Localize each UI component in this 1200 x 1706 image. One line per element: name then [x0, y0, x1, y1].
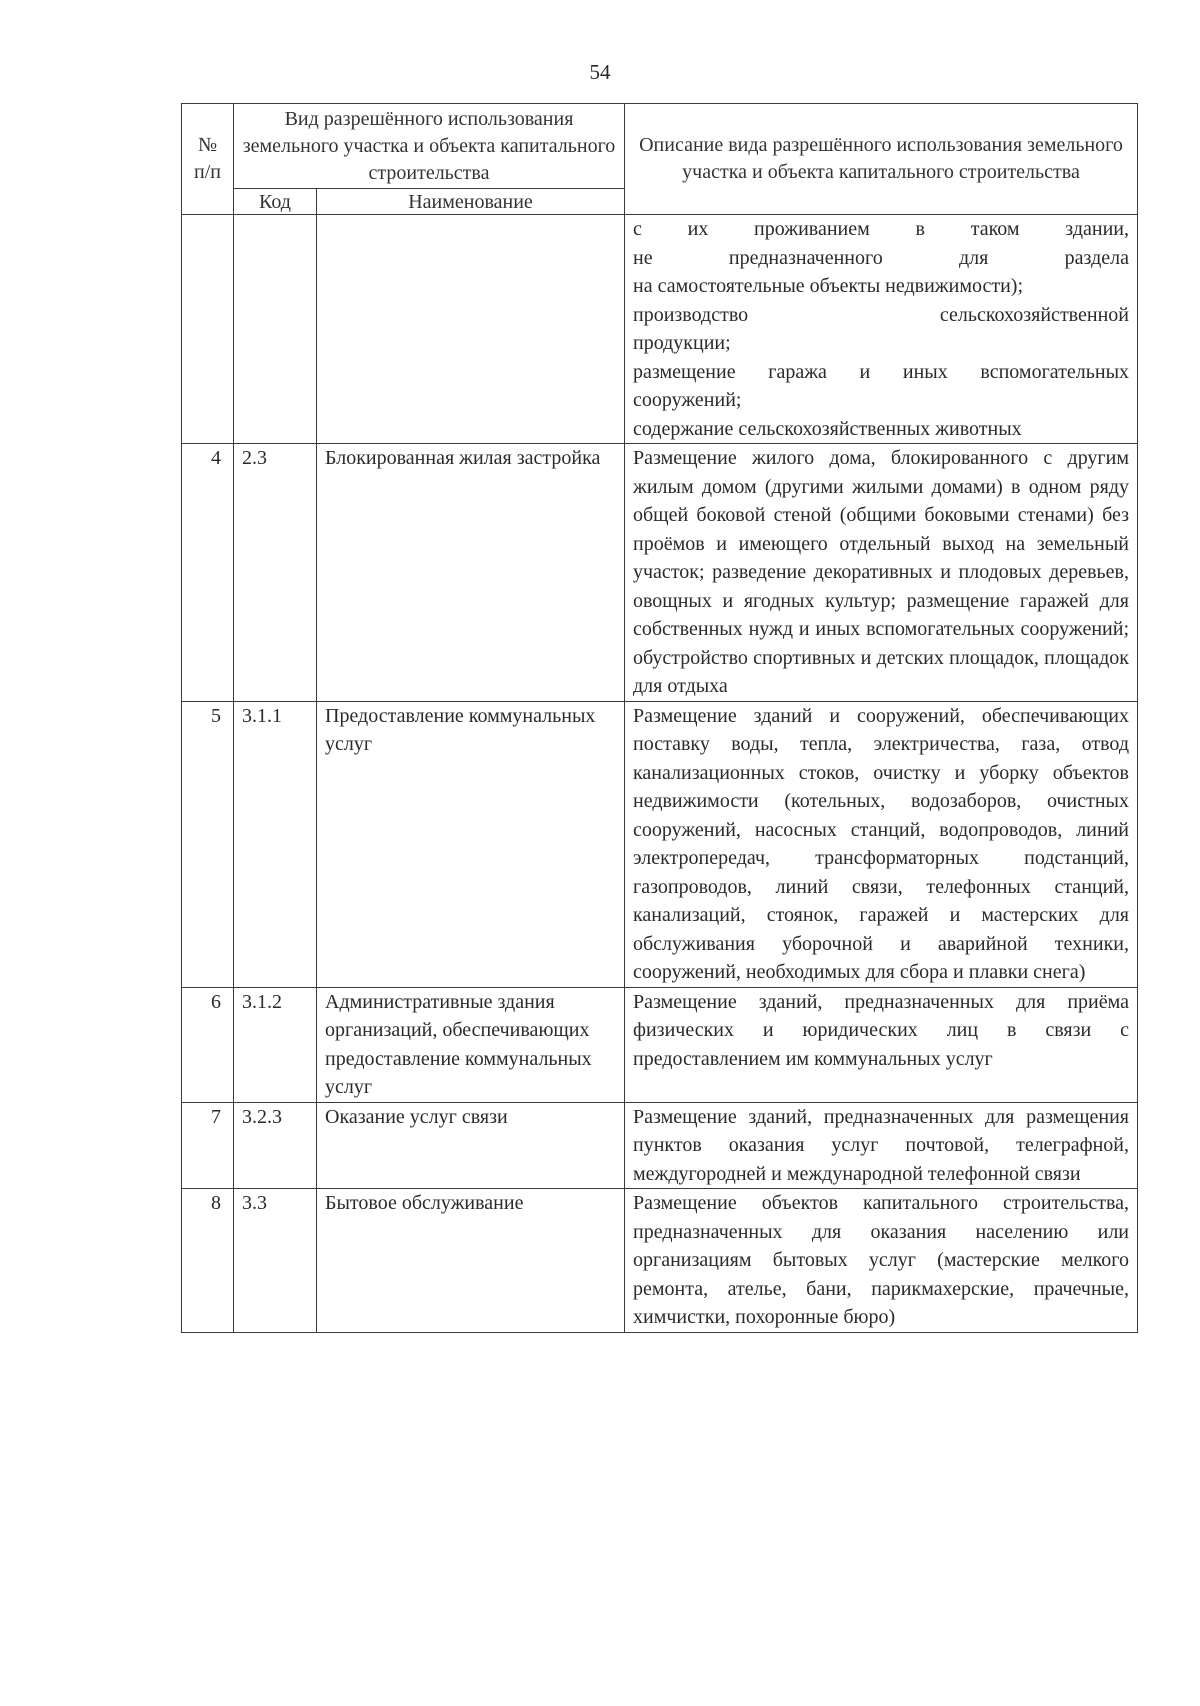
table-row-continued: [182, 215, 1138, 444]
header-name: Наименование: [317, 189, 625, 215]
desc-line: производство сельскохозяйственной: [633, 303, 1129, 326]
header-group: Вид разрешённого использования земельного участка и объекта капитального строительства: [234, 104, 625, 189]
desc-line: на самостоятельные объекты недвижимости);: [633, 275, 1024, 297]
land-use-table: [181, 103, 1138, 1333]
cell-code: 2.3: [234, 444, 317, 702]
cell-code: 3.1.2: [234, 987, 317, 1102]
cell-number: 7: [182, 1102, 234, 1189]
cell-description: Размещение зданий, предназначенных для приёма физических и юридических лиц в связи с предоставлением им коммунальных услуг: [625, 987, 1138, 1102]
header-description: Описание вида разрешённого использования земельного участка и объекта капитального строительства: [625, 104, 1138, 215]
cell-code: 3.2.3: [234, 1102, 317, 1189]
cell-number: 8: [182, 1189, 234, 1333]
cell-number: 6: [182, 987, 234, 1102]
cell-name: Бытовое обслуживание: [317, 1189, 625, 1333]
cell-name: Административные здания организаций, обеспечивающих предоставление коммунальных услуг: [317, 987, 625, 1102]
cell-description: Размещение жилого дома, блокированного с другим жилым домом (другими жилыми домами) в одном ряду общей боковой стеной (общими боковыми стенами) без проёмов и имеющего отдельный выход на земельный участок; разведение декоративных и плодовых деревьев, овощных и ягодных культур; размещение гаражей для собственных нужд и иных вспомогательных сооружений; обустройство спортивных и детских площадок, площадок для отдыха: [625, 444, 1138, 702]
table-row: [182, 701, 1138, 987]
cell-name: Блокированная жилая застройка: [317, 444, 625, 702]
table-row: [182, 444, 1138, 702]
header-code: Код: [234, 189, 317, 215]
cell-name: [317, 215, 625, 444]
desc-line: сооружений;: [633, 389, 742, 411]
desc-line: продукции;: [633, 332, 731, 354]
desc-line: размещение гаража и иных вспомогательных: [633, 360, 1129, 383]
cell-description: Размещение объектов капитального строительства, предназначенных для оказания населению или организациям бытовых услуг (мастерские мелкого ремонта, ателье, бани, парикмахерские, прачечные, химчистки, похоронные бюро): [625, 1189, 1138, 1333]
cell-description: [625, 215, 1138, 444]
cell-description: Размещение зданий, предназначенных для размещения пунктов оказания услуг почтовой, телеграфной, междугородней и международной телефонной связи: [625, 1102, 1138, 1189]
cell-description: Размещение зданий и сооружений, обеспечивающих поставку воды, тепла, электричества, газа, отвод канализационных стоков, очистку и уборку объектов недвижимости (котельных, водозаборов, очистных сооружений, насосных станций, водопроводов, линий электропередач, трансформаторных подстанций, газопроводов, линий связи, телефонных станций, канализаций, стоянок, гаражей и мастерских для обслуживания уборочной и аварийной техники, сооружений, необходимых для сбора и плавки снега): [625, 701, 1138, 987]
cell-number: 5: [182, 701, 234, 987]
desc-line: не предназначенного для раздела: [633, 246, 1129, 269]
cell-number: [182, 215, 234, 444]
cell-code: [234, 215, 317, 444]
table-row: [182, 1102, 1138, 1189]
header-number: № п/п: [182, 104, 234, 215]
page-number: 54: [589, 60, 611, 84]
table-row: [182, 987, 1138, 1102]
desc-line: содержание сельскохозяйственных животных: [633, 417, 1022, 440]
cell-code: 3.1.1: [234, 701, 317, 987]
desc-line: с их проживанием в таком здании,: [633, 218, 1129, 240]
cell-code: 3.3: [234, 1189, 317, 1333]
cell-number: 4: [182, 444, 234, 702]
table-row: [182, 1189, 1138, 1333]
cell-name: Предоставление коммунальных услуг: [317, 701, 625, 987]
cell-name: Оказание услуг связи: [317, 1102, 625, 1189]
